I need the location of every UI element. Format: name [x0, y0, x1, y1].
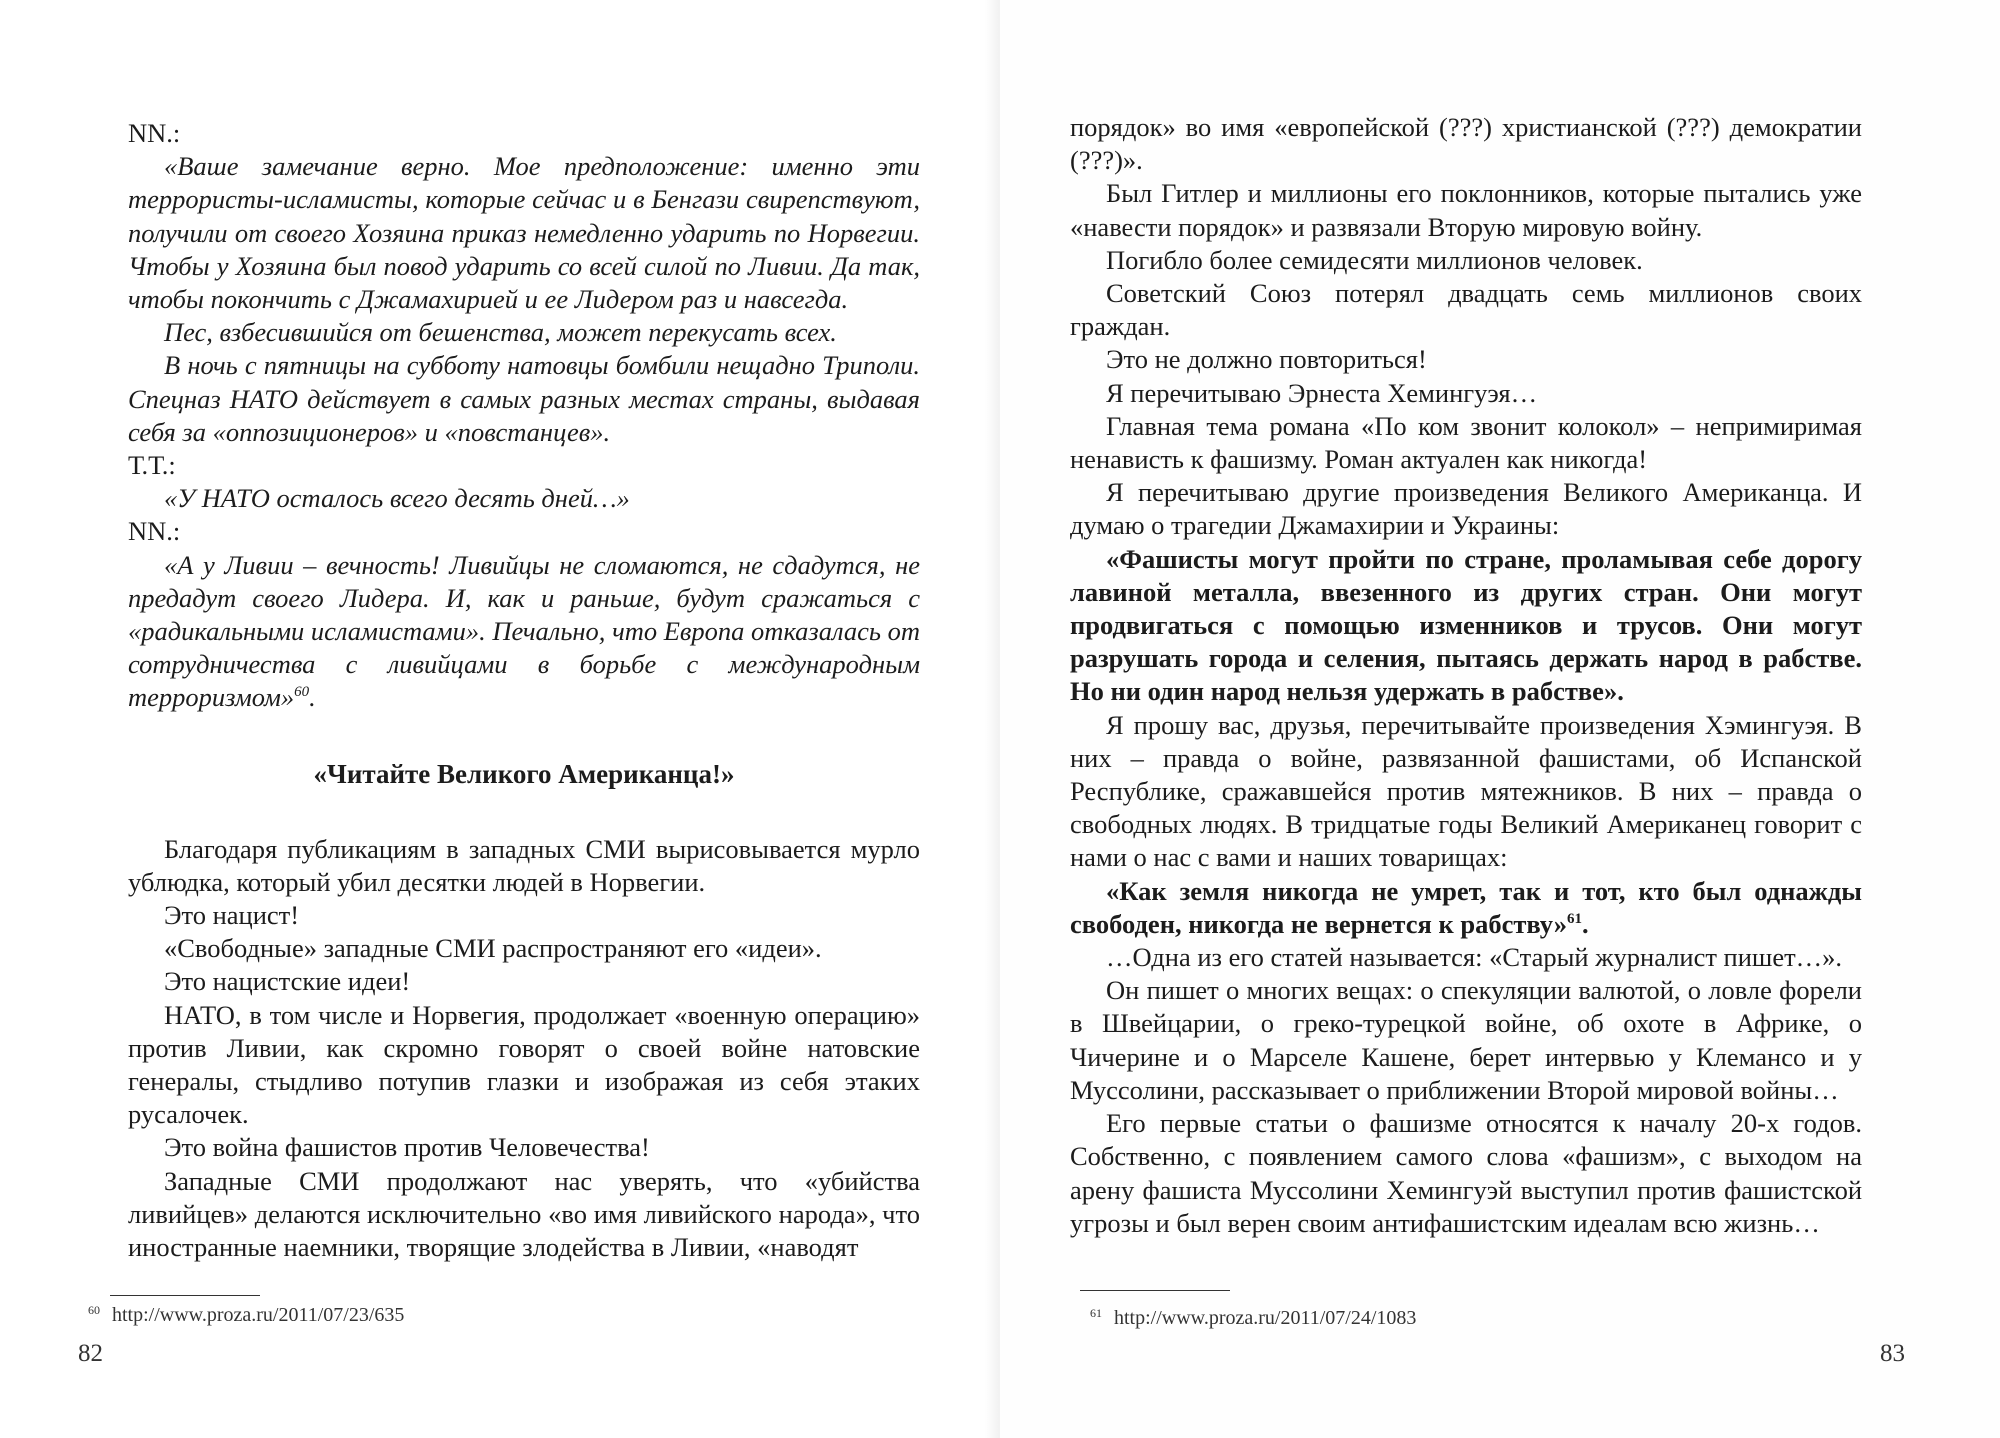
body-paragraph: Это нацистские идеи! [164, 966, 411, 997]
footnote-divider [1080, 1290, 1230, 1291]
body-paragraph: Западные СМИ продолжают нас уверять, что «убийства ливийцев» делаются исключительно «во имя ливийского народа», что иностранные наемники, творящие злодейства в Ливии, «наводят [128, 1165, 920, 1263]
dialogue-speaker: NN.: [128, 516, 181, 547]
page-number: 82 [78, 1340, 103, 1367]
left-page-text [128, 117, 920, 1264]
body-paragraph: «Свободные» западные СМИ распространяют его «идеи». [164, 933, 822, 964]
body-paragraph: Я перечитываю Эрнеста Хемингуэя… [1106, 377, 1538, 408]
dialogue-paragraph: «У НАТО осталось всего десять дней…» [164, 483, 630, 514]
body-paragraph: Советский Союз потерял двадцать семь миллионов своих граждан. [1070, 278, 1862, 342]
footnote-link[interactable]: http://www.proza.ru/2011/07/23/635 [112, 1304, 405, 1326]
body-paragraph: Его первые статьи о фашизме относятся к началу 20-х годов. Собственно, с появлением самого слова «фашизм», с выходом на арену фашиста Муссолини Хемингуэй выступил против фашистской угрозы и был верен своим антифашистским идеалам всю жизнь… [1070, 1108, 1862, 1238]
body-paragraph: порядок» во имя «европейской (???) христианской (???) демократии (???)». [1070, 112, 1862, 176]
footnote-ref: 60 [294, 684, 310, 701]
body-paragraph: Благодаря публикациям в западных СМИ вырисовывается мурло ублюдка, который убил десятки людей в Норвегии. [128, 833, 920, 897]
body-paragraph: Погибло более семидесяти миллионов человек. [1106, 244, 1643, 275]
page-number: 83 [1880, 1340, 1905, 1367]
footnote [1090, 1306, 1416, 1330]
footnote-number: 60 [88, 1303, 100, 1317]
dialogue-speaker: NN.: [128, 118, 181, 148]
dialogue-paragraph: Пес, взбесившийся от бешенства, может перекусать всех. [164, 317, 837, 348]
dialogue-speaker: Т.Т.: [128, 450, 176, 481]
right-page-text [1070, 111, 1862, 1240]
quote-paragraph-with-note [1070, 875, 1862, 941]
right-page [1000, 0, 2000, 1438]
body-paragraph: Это нацист! [164, 900, 300, 931]
body-paragraph: …Одна из его статей называется: «Старый журналист пишет…». [1106, 942, 1843, 973]
body-paragraph: Я перечитываю другие произведения Великого Американца. И думаю о трагедии Джамахирии и Украины: [1070, 477, 1862, 541]
quote-paragraph: «Фашисты могут пройти по стране, проламывая себе дорогу лавиной металла, ввезенного из других стран. Они могут продвигаться с помощью изменников и трусов. Они могут разрушать города и селения, пытаясь держать народ в рабстве. Но ни один народ нельзя удержать в рабстве». [1070, 543, 1862, 707]
paragraph-tail: . [1581, 908, 1589, 939]
dialogue-paragraph: В ночь с пятницы на субботу натовцы бомбили нещадно Триполи. Спецназ НАТО действует в самых разных местах страны, выдавая себя за «оппозиционеров» и «повстанцев». [128, 350, 920, 447]
body-paragraph: Главная тема романа «По ком звонит колокол» – непримиримая ненависть к фашизму. Роман актуален как никогда! [1070, 410, 1862, 475]
dialogue-paragraph-with-note [128, 549, 920, 715]
paragraph-text: «Как земля никогда не умрет, так и тот, кто был однажды свободен, никогда не вернется к рабству» [1070, 875, 1862, 939]
footnote [88, 1303, 404, 1327]
body-paragraph: Был Гитлер и миллионы его поклонников, которые пытались уже «навести порядок» и развязали Вторую мировую войну. [1070, 178, 1862, 242]
body-paragraph: Это война фашистов против Человечества! [164, 1132, 650, 1163]
body-paragraph: Он пишет о многих вещах: о спекуляции валютой, о ловле форели в Швейцарии, о греко-турецкой войне, об охоте в Африке, о Чичерине и о Марселе Кашене, берет интервью у Клемансо и у Муссолини, рассказывает о приближении Второй мировой войны… [1070, 975, 1862, 1105]
section-heading: «Читайте Великого Американца!» [313, 758, 735, 789]
body-paragraph: Это не должно повториться! [1106, 344, 1427, 375]
body-paragraph: НАТО, в том числе и Норвегия, продолжает «военную операцию» против Ливии, как скромно говорят о своей войне натовские генералы, стыдливо потупив глазки и изображая из себя этаких русалочек. [128, 999, 920, 1130]
body-paragraph: Я прошу вас, друзья, перечитывайте произведения Хэмингуэя. В них – правда о войне, развязанной фашистами, об Испанской Республике, сражавшейся против мятежников. В них – правда о свободных людях. В тридцатые годы Великий Американец говорит с нами о нас с вами и наших товарищах: [1070, 709, 1862, 873]
paragraph-text: «А у Ливии – вечность! Ливийцы не сломаются, не сдадутся, не предадут своего Лидера. И, как и раньше, будут сражаться с «радикальными исламистами». Печально, что Европа отказалась от сотрудничества с ливийцами в борьбе с международным терроризмом» [128, 549, 920, 713]
footnote-divider [110, 1295, 260, 1296]
footnote-link[interactable]: http://www.proza.ru/2011/07/24/1083 [1114, 1307, 1417, 1329]
footnote-ref: 61 [1566, 910, 1582, 927]
dialogue-paragraph: «Ваше замечание верно. Мое предположение: именно эти террористы-исламисты, которые сейчас и в Бенгази свирепствуют, получили от своего Хозяина приказ немедленно ударить по Норвегии. Чтобы у Хозяина был повод ударить со всей силой по Ливии. Да так, чтобы покончить с Джамахирией и ее Лидером раз и навсегда. [128, 151, 920, 315]
footnote-number: 61 [1090, 1306, 1102, 1320]
paragraph-tail: . [309, 682, 316, 713]
